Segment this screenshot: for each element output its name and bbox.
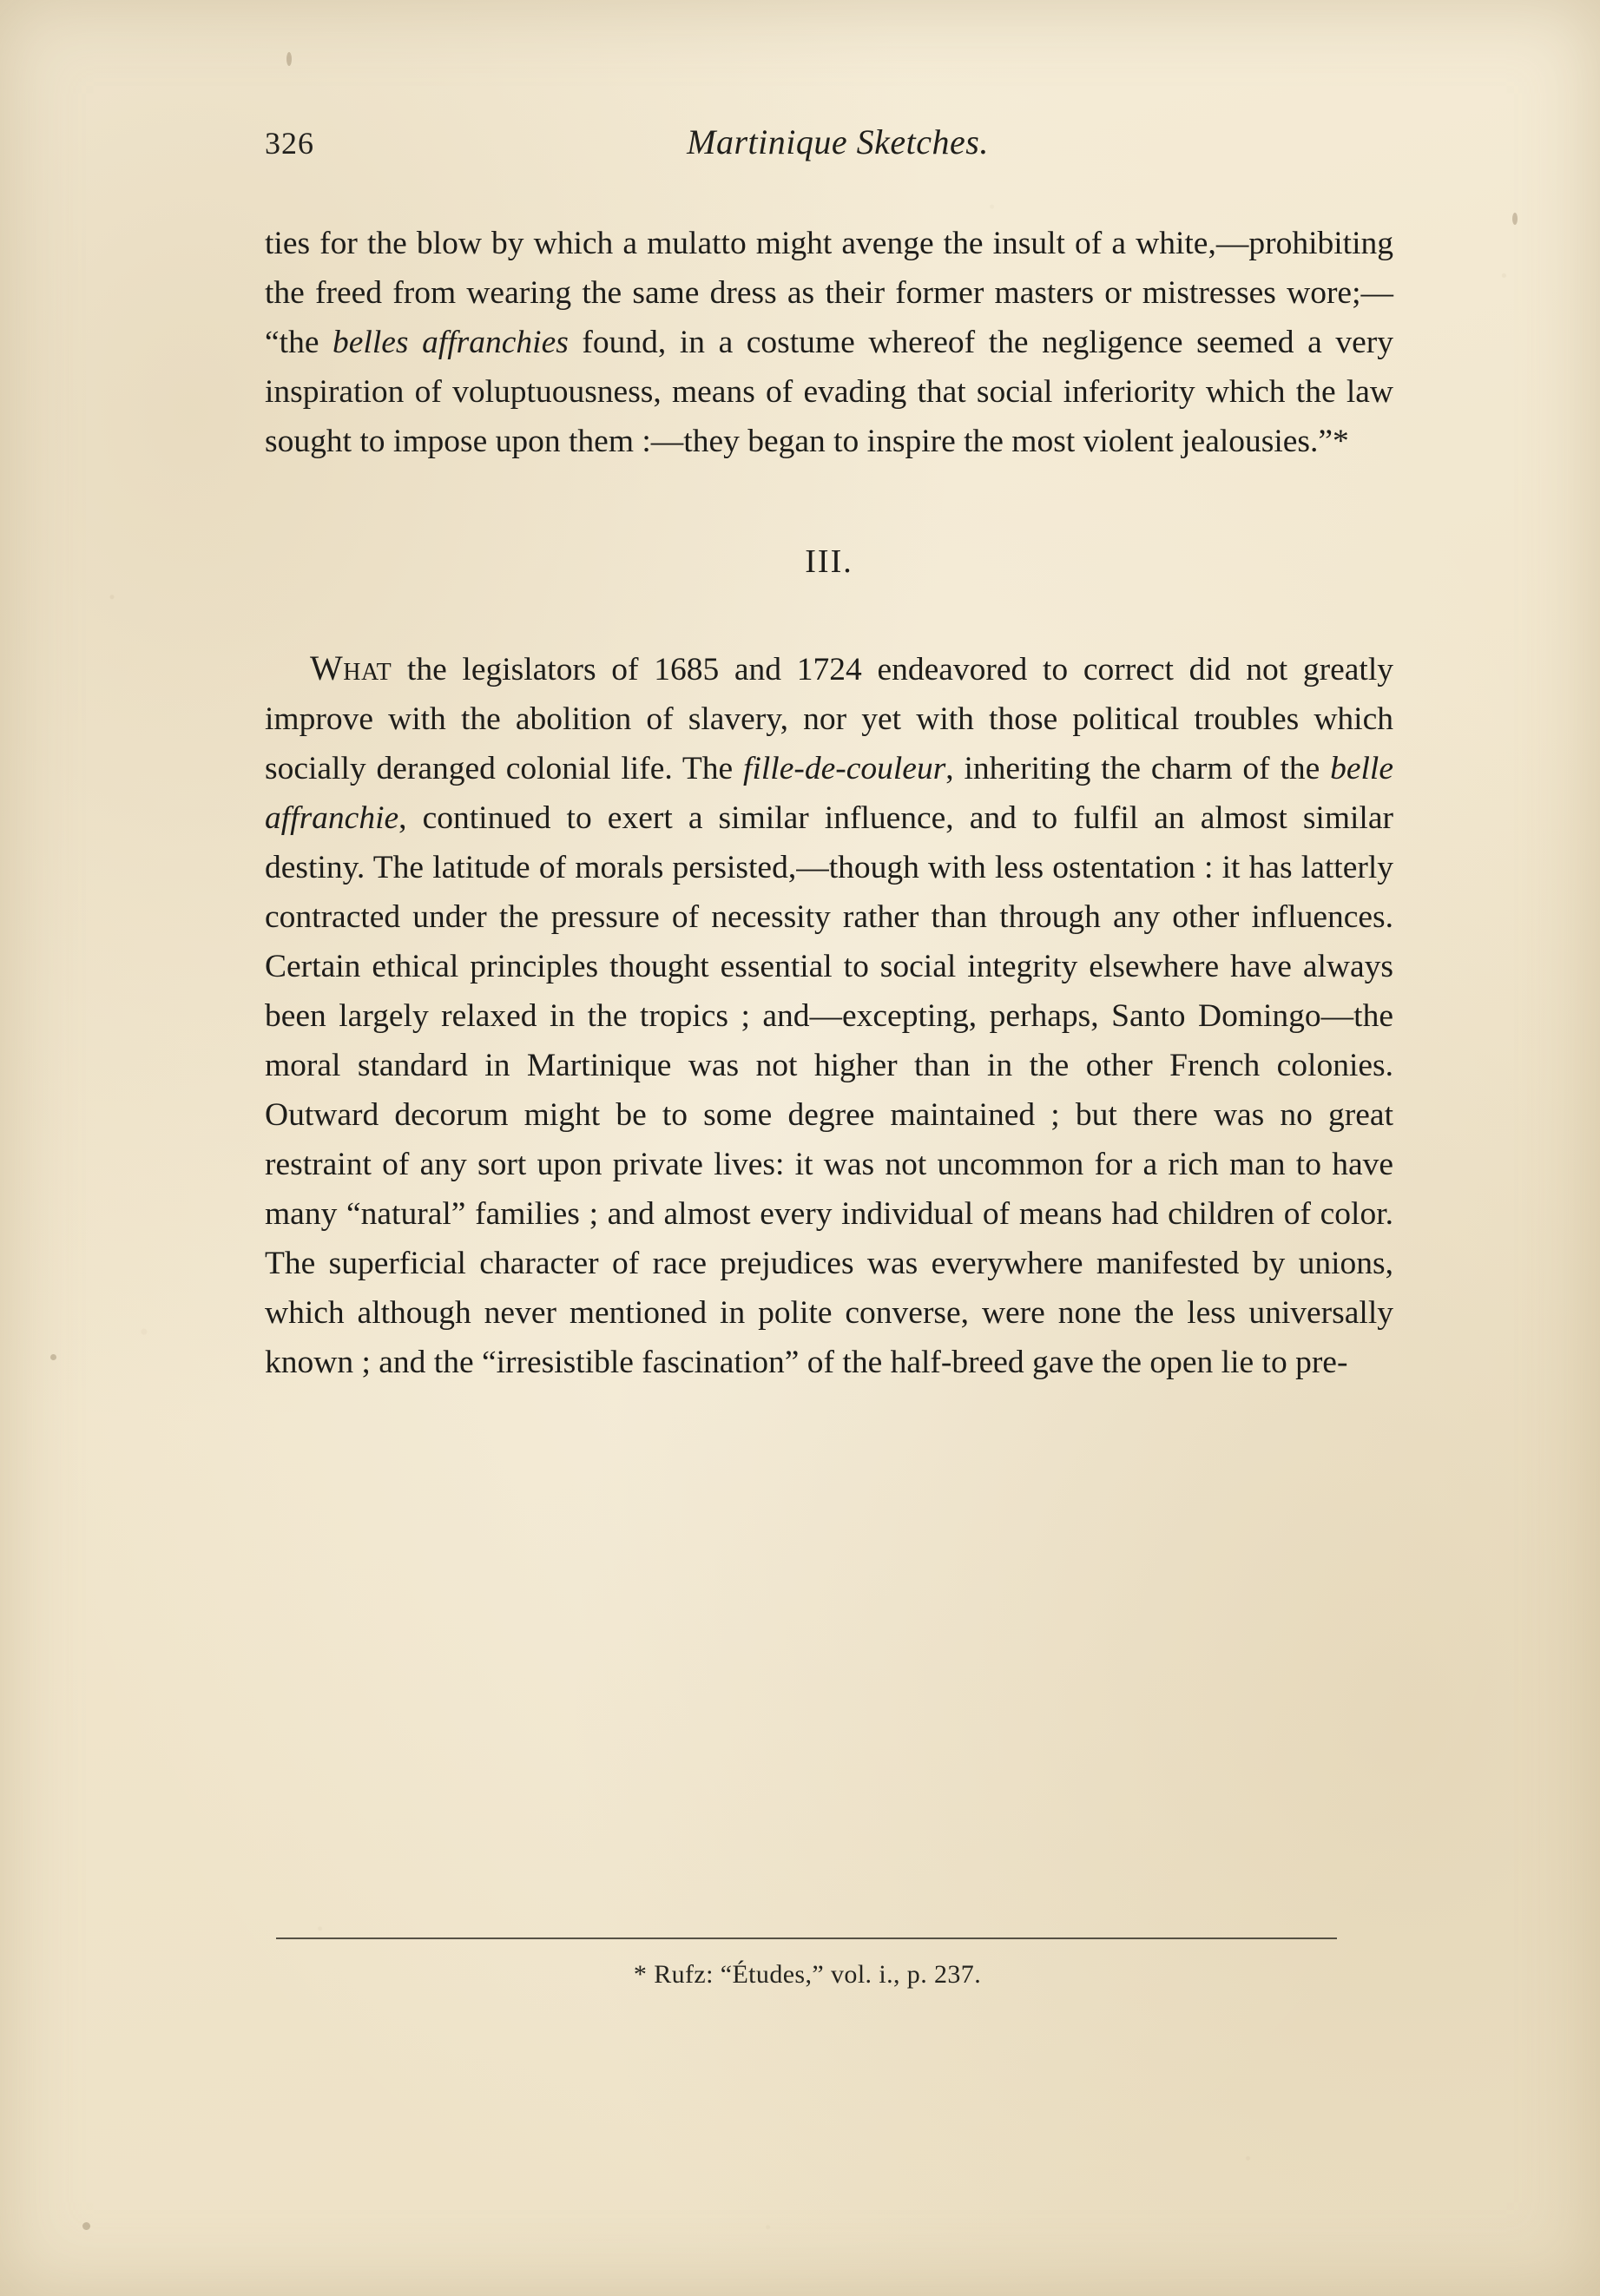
- paper-speck: [1512, 213, 1518, 225]
- paper-speck: [82, 2222, 90, 2230]
- paragraph-1-text-a: ties for the blow by which a mulatto might avenge the insult of a white,—prohibiting the freed from wearing the same dress as their former masters or mistresses wore;— “the: [265, 226, 1393, 360]
- running-head: [265, 122, 1393, 182]
- paper-speck: [50, 1354, 56, 1360]
- footnote-text: * Rufz: “Études,” vol. i., p. 237.: [633, 1960, 982, 1989]
- paragraph-1-text-b: found, in a costume whereof the negligence seemed a very inspiration of voluptuousness, means of evading that social inferiority which the law sought to impose upon them :—they began to inspire the most violent jealousies.”*: [265, 325, 1393, 459]
- paper-speck: [286, 52, 292, 66]
- paragraph-2-text-c: , continued to exert a similar influence, and to fulfil an almost similar destiny. The latitude of morals persisted,—though with less ostentation : it has latterly contracted under the pressure of necessity rather than through any other influences. Certain ethical principles thought essential to social integrity elsewhere have always been largely relaxed in the tropics ; and—excepting, perhaps, Santo Domingo—the moral standard in Martinique was not higher than in the other French colonies. Outward decorum might be to some degree maintained ; but there was no great restraint of any sort upon private lives: it was not uncommon for a rich man to have many “natural” families ; and almost every individual of means had children of color. The superficial character of race prejudices was everywhere manifested by unions, which although never mentioned in polite converse, were none the less universally known ; and the “irresistible fascination” of the half-breed gave the open lie to pre-: [265, 800, 1393, 1380]
- paragraph-2-italic-belle-affranchie: belle affranchie: [265, 751, 1393, 836]
- paragraph-2-text-a: the legislators of 1685 and 1724 endeavored to correct did not greatly improve with the abolition of slavery, nor yet with those political troubles which socially deranged colonial life. The: [265, 652, 1393, 786]
- footnote-divider: [276, 1937, 1337, 1939]
- paragraph-1-italic-belles-affranchies: belles affranchies: [333, 325, 569, 360]
- page-number: 326: [265, 126, 314, 161]
- section-number-heading: III.: [805, 543, 853, 580]
- paragraph-continued: [265, 219, 1393, 466]
- page-content: [265, 122, 1393, 1387]
- paragraph-section-three: [265, 643, 1393, 1387]
- paragraph-2-smallcaps-opening: What: [310, 648, 392, 687]
- paragraph-2-italic-fille-de-couleur: fille-de-couleur: [743, 751, 946, 786]
- running-title: Martinique Sketches.: [687, 122, 989, 161]
- paragraph-2-text-b: , inheriting the charm of the: [945, 751, 1331, 786]
